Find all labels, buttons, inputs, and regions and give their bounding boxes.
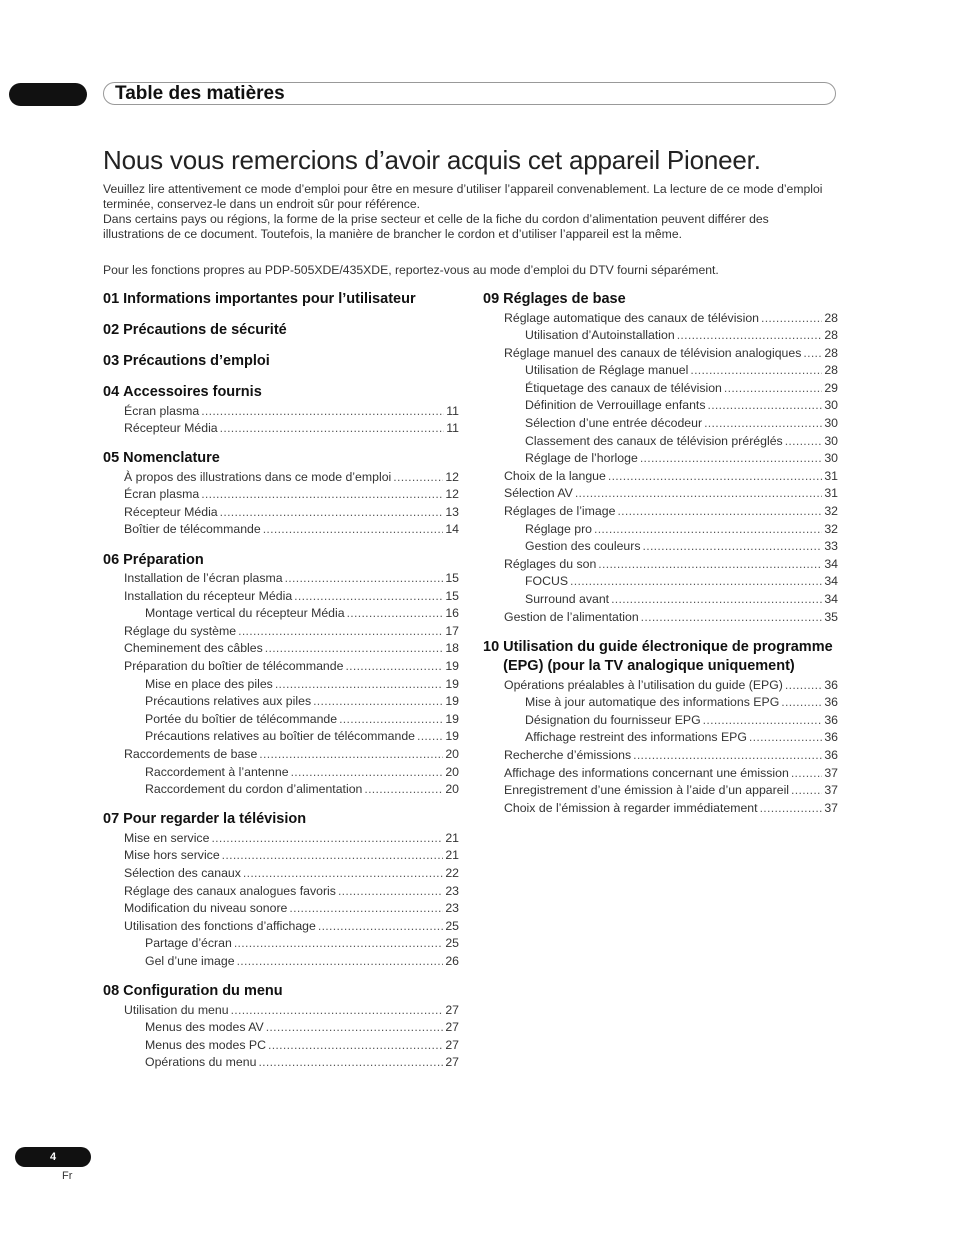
toc-entry-label: Utilisation des fonctions d’affichage bbox=[124, 918, 316, 933]
toc-entry-page: 19 bbox=[445, 659, 459, 674]
intro-block bbox=[103, 182, 833, 242]
toc-entry[interactable] bbox=[103, 1019, 459, 1037]
toc-entry[interactable] bbox=[483, 609, 838, 627]
toc-leader-dots bbox=[760, 800, 823, 818]
toc-section-label: Précautions d’emploi bbox=[123, 353, 270, 369]
toc-entry-page: 12 bbox=[445, 469, 459, 484]
toc-entry[interactable] bbox=[103, 623, 459, 641]
toc-entry-page: 33 bbox=[824, 539, 838, 554]
toc-entry-page: 34 bbox=[824, 556, 838, 571]
toc-entry-label: Réglage du système bbox=[124, 623, 237, 638]
toc-entry[interactable] bbox=[103, 521, 459, 539]
toc-section-label: Pour regarder la télévision bbox=[123, 811, 307, 828]
toc-entry[interactable] bbox=[103, 900, 459, 918]
toc-entry[interactable] bbox=[103, 728, 459, 746]
toc-entry-label: Mise en place des piles bbox=[145, 676, 273, 691]
toc-entry-label: Gestion des couleurs bbox=[525, 539, 641, 554]
page-title: Nous vous remercions d’avoir acquis cet appareil Pioneer. bbox=[103, 145, 761, 175]
toc-section-title[interactable] bbox=[103, 810, 459, 830]
toc-entry-page: 22 bbox=[445, 865, 459, 880]
toc-entry-label: Mise en service bbox=[124, 830, 210, 845]
toc-entry-label: Réglage pro bbox=[525, 521, 592, 536]
toc-entry[interactable] bbox=[103, 469, 459, 487]
toc-entry-label: Raccordement du cordon d’alimentation bbox=[145, 782, 363, 797]
toc-entry-label: Écran plasma bbox=[124, 487, 200, 502]
toc-section-number: 03 bbox=[103, 353, 120, 369]
toc-entry[interactable] bbox=[103, 676, 459, 694]
toc-entry-label: Affichage restreint des informations EPG bbox=[525, 730, 747, 745]
toc-entry[interactable] bbox=[483, 677, 838, 695]
toc-entry[interactable] bbox=[483, 694, 838, 712]
header-tab-marker bbox=[9, 83, 87, 106]
toc-entry[interactable] bbox=[103, 847, 459, 865]
toc-entry-page: 35 bbox=[824, 609, 838, 624]
toc-leader-dots bbox=[608, 468, 822, 486]
toc-leader-dots bbox=[339, 711, 443, 729]
toc-section-label: Configuration du menu bbox=[123, 983, 283, 1000]
toc-entry-label: Portée du boîtier de télécommande bbox=[145, 711, 338, 726]
toc-entry-label: Écran plasma bbox=[124, 403, 200, 418]
toc-leader-dots bbox=[643, 538, 823, 556]
toc-entry-page: 28 bbox=[824, 363, 838, 378]
toc-entry[interactable] bbox=[103, 640, 459, 658]
toc-entry[interactable] bbox=[483, 450, 838, 468]
toc-entry[interactable] bbox=[103, 746, 459, 764]
toc-entry-page: 27 bbox=[445, 1002, 459, 1017]
toc-entry-label: Raccordements de base bbox=[124, 747, 258, 761]
toc-section-title[interactable] bbox=[103, 982, 459, 1002]
toc-section-title[interactable] bbox=[103, 551, 459, 571]
toc-entry-page: 18 bbox=[445, 641, 459, 656]
intro-note bbox=[103, 263, 833, 278]
toc-entry-page: 30 bbox=[824, 451, 838, 466]
intro-paragraph-1: Veuillez lire attentivement ce mode d’emploi pour être en mesure d’utiliser l’appareil convenablement. La lecture de ce mode d’emploi terminée, conservez-le dans un endroit sûr pour référence. bbox=[103, 182, 823, 211]
toc-leader-dots bbox=[201, 486, 443, 504]
toc-section-label: Réglages de base bbox=[503, 291, 626, 307]
toc-entry-page: 31 bbox=[824, 486, 838, 501]
toc-leader-dots bbox=[222, 847, 444, 865]
toc-entry-page: 17 bbox=[445, 623, 459, 638]
toc-leader-dots bbox=[220, 504, 444, 522]
toc-entry-page: 20 bbox=[445, 782, 459, 797]
page-number-badge bbox=[15, 1147, 91, 1167]
toc-entry-page: 32 bbox=[824, 504, 838, 519]
toc-leader-dots bbox=[791, 782, 822, 800]
intro-paragraph-2: Dans certains pays ou régions, la forme de la prise secteur et celle de la fiche du cordon d’alimentation peuvent différer des illustrations de ce document. Toutefois, la manière de brancher le cordon et d’utiliser l’appareil est la même. bbox=[103, 212, 769, 241]
toc-entry-page: 25 bbox=[445, 936, 459, 951]
toc-entry-label: Cheminement des câbles bbox=[124, 641, 263, 656]
toc-entry[interactable] bbox=[483, 556, 838, 574]
toc-entry[interactable] bbox=[483, 415, 838, 433]
toc-leader-dots bbox=[598, 556, 822, 574]
toc-section-title[interactable] bbox=[103, 352, 459, 372]
toc-entry[interactable] bbox=[103, 504, 459, 522]
toc-entry[interactable] bbox=[103, 693, 459, 711]
toc-leader-dots bbox=[234, 935, 443, 953]
toc-entry[interactable] bbox=[103, 935, 459, 953]
toc-entry-label: À propos des illustrations dans ce mode d’emploi bbox=[124, 469, 392, 484]
toc-entry-label: Sélection d’une entrée décodeur bbox=[525, 416, 703, 431]
toc-entry-label: Classement des canaux de télévision préréglés bbox=[525, 433, 783, 448]
toc-entry-page: 12 bbox=[445, 487, 459, 502]
toc-entry-label: Préparation du boîtier de télécommande bbox=[124, 659, 344, 674]
toc-section-number: 07 bbox=[103, 811, 120, 828]
toc-entry[interactable] bbox=[103, 420, 459, 438]
toc-entry-page: 15 bbox=[445, 588, 459, 603]
toc-leader-dots bbox=[347, 605, 444, 623]
toc-section-title[interactable] bbox=[103, 449, 459, 469]
toc-entry-page: 11 bbox=[446, 403, 459, 418]
toc-entry-page: 20 bbox=[445, 747, 459, 761]
toc-entry-page: 28 bbox=[824, 345, 838, 360]
toc-leader-dots bbox=[707, 397, 822, 415]
toc-entry-page: 37 bbox=[824, 783, 838, 798]
toc-entry-label: Utilisation d’Autoinstallation bbox=[525, 328, 675, 343]
page-number: 4 bbox=[49, 1151, 57, 1163]
toc-section-number: 04 bbox=[103, 384, 120, 400]
toc-section-title[interactable] bbox=[103, 290, 459, 310]
toc-leader-dots bbox=[345, 658, 443, 676]
toc-leader-dots bbox=[791, 765, 822, 783]
toc-entry-label: Choix de l’émission à regarder immédiatement bbox=[504, 800, 758, 815]
toc-entry[interactable] bbox=[103, 486, 459, 504]
toc-leader-dots bbox=[243, 865, 443, 883]
toc-entry[interactable] bbox=[483, 765, 838, 783]
toc-entry-label: Précautions relatives aux piles bbox=[145, 694, 312, 709]
toc-entry-label: Définition de Verrouillage enfants bbox=[525, 398, 706, 413]
toc-entry-page: 19 bbox=[445, 694, 459, 709]
toc-entry-label: Sélection AV bbox=[504, 486, 573, 501]
toc-leader-dots bbox=[364, 781, 443, 799]
toc-entry-page: 27 bbox=[445, 1055, 459, 1070]
toc-leader-dots bbox=[781, 694, 822, 712]
toc-entry-label: Utilisation de Réglage manuel bbox=[525, 363, 689, 378]
toc-entry[interactable] bbox=[103, 764, 459, 782]
toc-section-number: 08 bbox=[103, 983, 120, 1000]
toc-entry-page: 30 bbox=[824, 398, 838, 413]
toc-entry-page: 30 bbox=[824, 433, 838, 448]
toc-leader-dots bbox=[265, 640, 444, 658]
toc-entry[interactable] bbox=[483, 327, 838, 345]
toc-section-10 bbox=[483, 638, 838, 818]
toc-section-number: 02 bbox=[103, 322, 120, 338]
toc-column-left bbox=[103, 290, 459, 1072]
toc-section-05 bbox=[103, 449, 459, 539]
toc-section-07 bbox=[103, 810, 459, 970]
toc-leader-dots bbox=[285, 570, 444, 588]
toc-section-title[interactable] bbox=[103, 383, 459, 403]
toc-entry-page: 31 bbox=[824, 468, 838, 483]
toc-entry[interactable] bbox=[483, 503, 838, 521]
toc-entry-label: Réglage des canaux analogues favoris bbox=[124, 883, 336, 898]
toc-leader-dots bbox=[318, 918, 443, 936]
toc-entry[interactable] bbox=[103, 781, 459, 799]
toc-leader-dots bbox=[220, 420, 445, 438]
toc-entry-label: Étiquetage des canaux de télévision bbox=[525, 380, 722, 395]
toc-entry-label: Opérations du menu bbox=[145, 1055, 257, 1070]
toc-entry-label: Recherche d’émissions bbox=[504, 748, 632, 763]
toc-entry-page: 21 bbox=[445, 830, 459, 845]
toc-leader-dots bbox=[238, 623, 443, 641]
toc-leader-dots bbox=[575, 485, 822, 503]
toc-entry-label: Enregistrement d’une émission à l’aide d’un appareil bbox=[504, 783, 790, 798]
toc-section-03 bbox=[103, 352, 459, 372]
toc-leader-dots bbox=[761, 310, 822, 328]
toc-entry-page: 27 bbox=[445, 1037, 459, 1052]
toc-leader-dots bbox=[611, 591, 822, 609]
toc-entry[interactable] bbox=[483, 712, 838, 730]
toc-leader-dots bbox=[393, 469, 443, 487]
toc-leader-dots bbox=[749, 729, 822, 747]
toc-entry-label: Montage vertical du récepteur Média bbox=[145, 606, 345, 621]
toc-entry-page: 30 bbox=[824, 416, 838, 431]
intro-paragraph-3: Pour les fonctions propres au PDP-505XDE/435XDE, reportez-vous au mode d’emploi du DTV fourni séparément. bbox=[103, 263, 719, 277]
toc-entry-page: 37 bbox=[824, 765, 838, 780]
toc-section-number: 05 bbox=[103, 450, 120, 467]
toc-entry[interactable] bbox=[483, 573, 838, 591]
toc-section-01 bbox=[103, 290, 459, 310]
toc-entry-label: Boîtier de télécommande bbox=[124, 522, 261, 537]
toc-leader-dots bbox=[417, 728, 443, 746]
toc-entry-label: Gel d’une image bbox=[145, 953, 235, 968]
section-header-title: Table des matières bbox=[115, 83, 285, 104]
toc-entry[interactable] bbox=[483, 800, 838, 818]
toc-entry[interactable] bbox=[483, 729, 838, 747]
toc-leader-dots bbox=[237, 953, 444, 971]
toc-leader-dots bbox=[294, 588, 443, 606]
toc-leader-dots bbox=[690, 362, 822, 380]
toc-leader-dots bbox=[231, 1002, 444, 1020]
toc-entry[interactable] bbox=[103, 883, 459, 901]
toc-entry[interactable] bbox=[103, 953, 459, 971]
toc-entry[interactable] bbox=[103, 1037, 459, 1055]
toc-entry[interactable] bbox=[103, 1002, 459, 1020]
toc-entry-page: 29 bbox=[824, 380, 838, 395]
toc-leader-dots bbox=[785, 433, 823, 451]
toc-leader-dots bbox=[291, 764, 444, 782]
toc-leader-dots bbox=[201, 403, 444, 421]
toc-section-number: 09 bbox=[483, 291, 500, 307]
toc-leader-dots bbox=[803, 345, 822, 363]
toc-section-title[interactable] bbox=[103, 321, 459, 341]
toc-section-02 bbox=[103, 321, 459, 341]
toc-entry-label: Menus des modes AV bbox=[145, 1020, 264, 1035]
toc-section-label: Informations importantes pour l’utilisateur bbox=[123, 291, 416, 307]
page-language: Fr bbox=[62, 1170, 73, 1182]
toc-leader-dots bbox=[570, 573, 822, 591]
toc-entry-page: 19 bbox=[445, 676, 459, 691]
toc-leader-dots bbox=[724, 380, 822, 398]
toc-section-title[interactable] bbox=[483, 638, 838, 677]
toc-section-09 bbox=[483, 290, 838, 626]
toc-entry-label: Réglages de l’image bbox=[504, 504, 616, 519]
toc-leader-dots bbox=[289, 900, 443, 918]
toc-section-number: 01 bbox=[103, 291, 120, 307]
toc-entry-label: Opérations préalables à l’utilisation du guide (EPG) bbox=[504, 677, 783, 692]
toc-entry[interactable] bbox=[483, 310, 838, 328]
toc-entry[interactable] bbox=[483, 521, 838, 539]
toc-entry-label: Désignation du fournisseur EPG bbox=[525, 712, 701, 727]
toc-leader-dots bbox=[313, 693, 443, 711]
toc-column-right bbox=[483, 290, 838, 817]
toc-leader-dots bbox=[640, 450, 823, 468]
toc-entry-page: 13 bbox=[445, 504, 459, 519]
toc-entry[interactable] bbox=[103, 658, 459, 676]
toc-leader-dots bbox=[259, 746, 443, 764]
toc-entry-page: 32 bbox=[824, 521, 838, 536]
toc-leader-dots bbox=[211, 830, 443, 848]
toc-leader-dots bbox=[785, 677, 822, 695]
toc-entry-label: Raccordement à l’antenne bbox=[145, 764, 289, 779]
toc-section-label: Préparation bbox=[123, 551, 204, 568]
toc-entry[interactable] bbox=[483, 538, 838, 556]
toc-entry-page: 27 bbox=[445, 1020, 459, 1035]
toc-entry-label: Modification du niveau sonore bbox=[124, 901, 288, 916]
toc-entry[interactable] bbox=[103, 570, 459, 588]
toc-entry-page: 36 bbox=[824, 730, 838, 745]
toc-entry[interactable] bbox=[483, 362, 838, 380]
toc-entry-page: 23 bbox=[445, 901, 459, 916]
toc-leader-dots bbox=[263, 521, 444, 539]
toc-leader-dots bbox=[641, 609, 823, 627]
toc-entry[interactable] bbox=[103, 918, 459, 936]
toc-entry[interactable] bbox=[103, 588, 459, 606]
toc-leader-dots bbox=[703, 712, 823, 730]
toc-entry-page: 11 bbox=[446, 421, 459, 436]
toc-entry-page: 34 bbox=[824, 574, 838, 589]
toc-entry-page: 36 bbox=[824, 712, 838, 727]
toc-entry-label: Sélection des canaux bbox=[124, 865, 241, 880]
toc-entry-page: 25 bbox=[445, 918, 459, 933]
toc-section-title[interactable] bbox=[483, 290, 838, 310]
toc-section-number: 10 bbox=[483, 638, 500, 655]
toc-section-label: Accessoires fournis bbox=[123, 384, 262, 400]
toc-entry-label: FOCUS bbox=[525, 574, 569, 589]
toc-entry-label: Mise à jour automatique des informations EPG bbox=[525, 695, 780, 710]
toc-leader-dots bbox=[617, 503, 822, 521]
toc-entry-label: Partage d’écran bbox=[145, 936, 232, 951]
toc-section-04 bbox=[103, 383, 459, 438]
toc-entry-label: Utilisation du menu bbox=[124, 1002, 229, 1017]
toc-entry-label: Précautions relatives au boîtier de télécommande bbox=[145, 729, 415, 744]
toc-entry-label: Réglage automatique des canaux de télévision bbox=[504, 310, 759, 325]
toc-entry[interactable] bbox=[483, 345, 838, 363]
toc-entry[interactable] bbox=[103, 711, 459, 729]
toc-entry-label: Réglage de l’horloge bbox=[525, 451, 638, 466]
toc-leader-dots bbox=[633, 747, 822, 765]
toc-entry[interactable] bbox=[103, 830, 459, 848]
toc-entry[interactable] bbox=[103, 1054, 459, 1072]
toc-entry-page: 36 bbox=[824, 695, 838, 710]
toc-leader-dots bbox=[268, 1037, 443, 1055]
toc-entry-label: Choix de la langue bbox=[504, 468, 606, 483]
toc-section-06 bbox=[103, 551, 459, 799]
toc-entry-page: 34 bbox=[824, 592, 838, 606]
toc-entry-label: Mise hors service bbox=[124, 848, 220, 863]
toc-entry-page: 28 bbox=[824, 328, 838, 343]
toc-entry-page: 19 bbox=[445, 711, 459, 726]
toc-entry-label: Installation du récepteur Média bbox=[124, 588, 293, 603]
toc-entry[interactable] bbox=[483, 380, 838, 398]
toc-entry-label: Surround avant bbox=[525, 592, 610, 606]
toc-entry-page: 14 bbox=[445, 522, 459, 537]
toc-entry-page: 19 bbox=[445, 729, 459, 744]
toc-leader-dots bbox=[677, 327, 823, 345]
toc-entry[interactable] bbox=[483, 468, 838, 486]
toc-entry-page: 37 bbox=[824, 800, 838, 815]
toc-section-label: Utilisation du guide électronique de programme (EPG) (pour la TV analogique uniquement) bbox=[503, 638, 833, 675]
toc-entry-label: Récepteur Média bbox=[124, 504, 218, 519]
toc-section-number: 06 bbox=[103, 551, 120, 568]
toc-entry[interactable] bbox=[103, 403, 459, 421]
toc-entry[interactable] bbox=[483, 485, 838, 503]
toc-entry[interactable] bbox=[103, 865, 459, 883]
toc-entry-label: Installation de l’écran plasma bbox=[124, 571, 283, 586]
toc-leader-dots bbox=[266, 1019, 444, 1037]
toc-section-label: Précautions de sécurité bbox=[123, 322, 287, 338]
toc-entry-page: 20 bbox=[445, 764, 459, 779]
toc-entry-label: Récepteur Média bbox=[124, 421, 218, 436]
toc-leader-dots bbox=[704, 415, 822, 433]
toc-entry-label: Gestion de l’alimentation bbox=[504, 609, 639, 624]
toc-entry[interactable] bbox=[483, 397, 838, 415]
toc-leader-dots bbox=[275, 676, 443, 694]
toc-entry-label: Réglage manuel des canaux de télévision analogiques bbox=[504, 345, 802, 360]
toc-section-label: Nomenclature bbox=[123, 450, 220, 467]
toc-entry-page: 15 bbox=[445, 571, 459, 586]
toc-entry-page: 36 bbox=[824, 748, 838, 763]
toc-entry-label: Affichage des informations concernant une émission bbox=[504, 765, 789, 780]
toc-entry-page: 16 bbox=[445, 606, 459, 621]
toc-entry[interactable] bbox=[103, 605, 459, 623]
toc-entry[interactable] bbox=[483, 433, 838, 451]
toc-leader-dots bbox=[594, 521, 822, 539]
toc-entry[interactable] bbox=[483, 782, 838, 800]
toc-entry-label: Réglages du son bbox=[504, 556, 597, 571]
toc-entry-page: 28 bbox=[824, 310, 838, 325]
toc-entry-page: 36 bbox=[824, 677, 838, 692]
toc-entry-page: 21 bbox=[445, 848, 459, 863]
toc-section-08 bbox=[103, 982, 459, 1072]
toc-entry[interactable] bbox=[483, 747, 838, 765]
toc-leader-dots bbox=[258, 1054, 443, 1072]
toc-entry-page: 23 bbox=[445, 883, 459, 898]
toc-entry-label: Menus des modes PC bbox=[145, 1037, 266, 1052]
toc-entry[interactable] bbox=[483, 591, 838, 609]
toc-entry-page: 26 bbox=[445, 953, 459, 968]
toc-leader-dots bbox=[338, 883, 443, 901]
